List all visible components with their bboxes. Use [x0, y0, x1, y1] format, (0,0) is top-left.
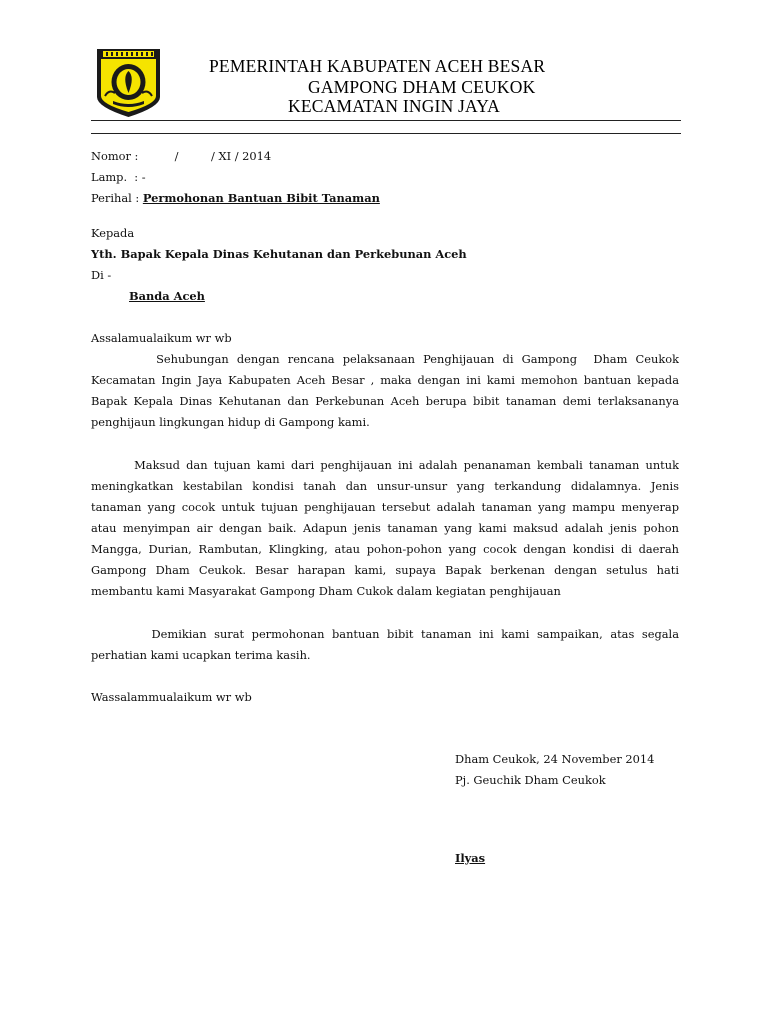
- paragraph-2-line: Gampong Dham Ceukok. Besar harapan kami, supaya Bapak berkenan dengan setulus hati: [91, 563, 679, 577]
- paragraph-2-line: Maksud dan tujuan kami dari penghijauan ini adalah penanaman kembali tanaman untuk: [91, 458, 679, 472]
- signature-title: Pj. Geuchik Dham Ceukok: [455, 773, 606, 787]
- closing-greeting: Wassalammualaikum wr wb: [91, 690, 252, 704]
- recipient-name: Yth. Bapak Kepala Dinas Kehutanan dan Perkebunan Aceh: [91, 247, 467, 261]
- recipient-kepada: Kepada: [91, 226, 135, 240]
- paragraph-2-line: meningkatkan kestabilan kondisi tanah dan unsur-unsur yang terkandung didalamnya. Jenis: [91, 479, 679, 493]
- signature-name: Ilyas: [455, 851, 486, 865]
- paragraph-3-line: perhatian kami ucapkan terima kasih.: [91, 648, 311, 662]
- letterhead-divider: [91, 120, 681, 121]
- paragraph-3-line: Demikian surat permohonan bantuan bibit tanaman ini kami sampaikan, atas segala: [91, 627, 679, 641]
- paragraph-2: [91, 455, 679, 602]
- paragraph-2-line: tanaman yang cocok untuk tujuan penghijauan tersebut adalah tanaman yang mampu menyerap: [91, 500, 679, 514]
- paragraph-3: [91, 624, 679, 666]
- paragraph-2-line: atau menyimpan air dengan baik. Adapun jenis tanaman yang kami maksud adalah jenis pohon: [91, 521, 679, 535]
- recipient-city: Banda Aceh: [129, 289, 205, 303]
- paragraph-2-line: Mangga, Durian, Rambutan, Klingking, atau pohon-pohon yang cocok dengan kondisi di daerah: [91, 542, 679, 556]
- subject-value: Permohonan Bantuan Bibit Tanaman: [142, 191, 380, 205]
- aceh-besar-emblem-icon: [91, 45, 166, 119]
- greeting: Assalamualaikum wr wb: [91, 331, 232, 345]
- attachment-field: Lamp. : -: [91, 170, 146, 184]
- subject-field: [91, 193, 380, 204]
- paragraph-1-line: penghijaun lingkungan hidup di Gampong kami.: [91, 415, 370, 429]
- paragraph-1-line: Sehubungan dengan rencana pelaksanaan Penghijauan di Gampong Dham Ceukok: [91, 352, 679, 366]
- paragraph-1-line: Kecamatan Ingin Jaya Kabupaten Aceh Besar , maka dengan ini kami memohon bantuan kepada: [91, 373, 679, 387]
- recipient-di: Di -: [91, 268, 112, 282]
- paragraph-1-line: Bapak Kepala Dinas Kehutanan dan Perkebunan Aceh berupa bibit tanaman demi terlaksananya: [91, 394, 679, 408]
- letterhead-line-3: KECAMATAN INGIN JAYA: [288, 96, 500, 116]
- paragraph-2-line: membantu kami Masyarakat Gampong Dham Cukok dalam kegiatan penghijauan: [91, 584, 561, 598]
- letter-number: Nomor : / / XI / 2014: [91, 149, 272, 163]
- letterhead-divider-secondary: [91, 133, 681, 134]
- letterhead-line-2: GAMPONG DHAM CEUKOK: [308, 77, 536, 97]
- subject-label: Perihal :: [91, 191, 143, 205]
- signature-place-date: Dham Ceukok, 24 November 2014: [455, 752, 655, 766]
- paragraph-1: [91, 349, 679, 433]
- letterhead-line-1: PEMERINTAH KABUPATEN ACEH BESAR: [209, 56, 546, 76]
